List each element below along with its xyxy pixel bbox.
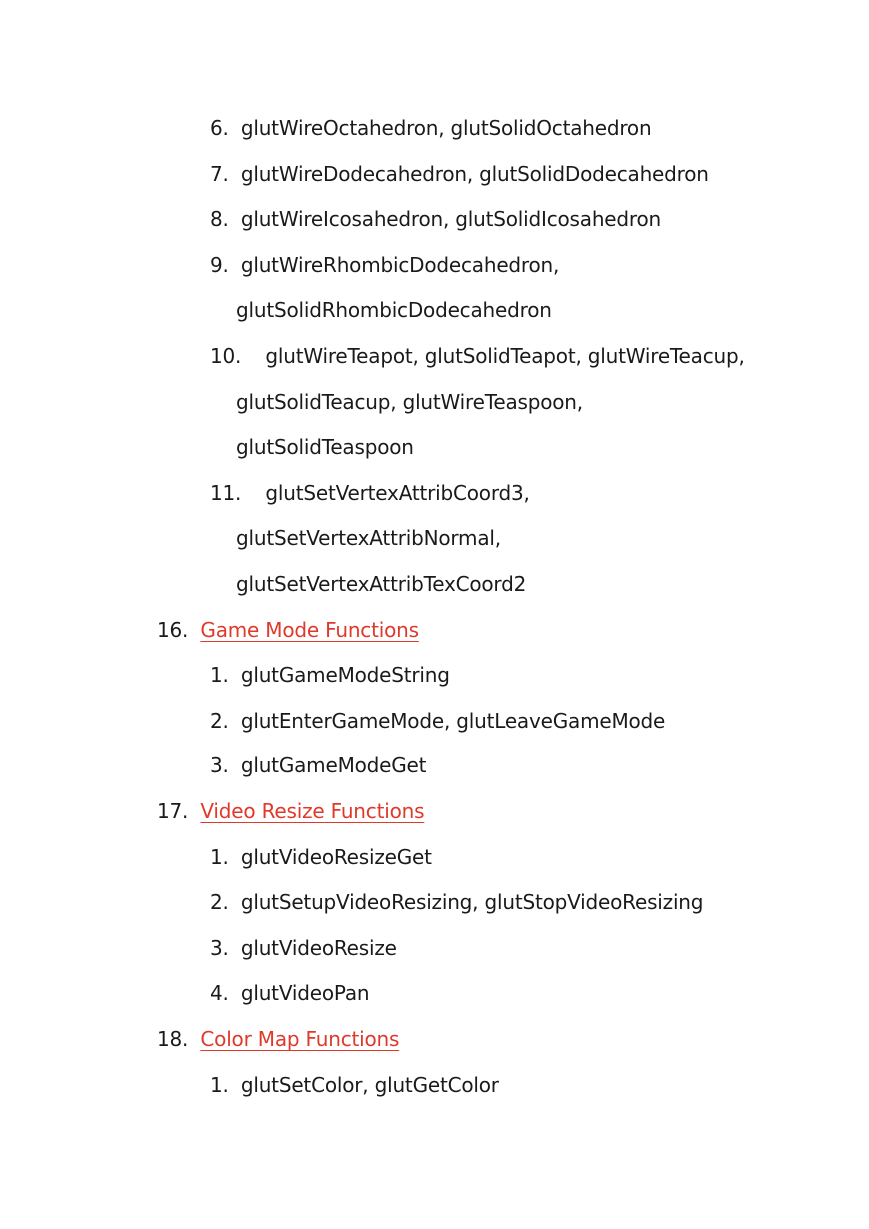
list-item <box>210 162 709 186</box>
list-item-continuation <box>236 572 526 596</box>
item-text: glutWireOctahedron, glutSolidOctahedron <box>240 116 652 140</box>
item-number: 1. <box>210 845 229 869</box>
item-text: glutSetVertexAttribTexCoord2 <box>236 572 527 596</box>
item-text: glutWireIcosahedron, glutSolidIcosahedron <box>240 207 661 231</box>
item-number: 6. <box>210 116 229 140</box>
item-number: 2. <box>210 890 229 914</box>
video-resize-functions-link[interactable]: Video Resize Functions <box>200 799 425 823</box>
section-number: 16. <box>157 618 189 642</box>
list-item <box>210 663 450 687</box>
item-text: glutSolidRhombicDodecahedron <box>236 298 552 322</box>
item-text: glutWireDodecahedron, glutSolidDodecahedron <box>240 162 709 186</box>
item-text: glutSolidTeaspoon <box>236 435 414 459</box>
game-mode-functions-link[interactable]: Game Mode Functions <box>200 618 419 642</box>
item-number: 10. <box>210 344 242 368</box>
list-item <box>210 207 661 231</box>
item-text: glutWireTeapot, glutSolidTeapot, glutWireTeacup, <box>265 344 745 368</box>
section-number: 18. <box>157 1027 189 1051</box>
list-item <box>210 936 397 960</box>
list-item <box>210 253 559 277</box>
list-item <box>210 344 745 368</box>
list-item-continuation <box>236 435 414 459</box>
section-item <box>157 799 424 823</box>
section-item <box>157 618 419 642</box>
item-text: glutSetVertexAttribCoord3, <box>265 481 530 505</box>
section-number: 17. <box>157 799 189 823</box>
list-item-continuation <box>236 390 583 414</box>
item-number: 1. <box>210 663 229 687</box>
item-text: glutGameModeGet <box>240 753 427 777</box>
item-number: 7. <box>210 162 229 186</box>
list-item <box>210 1073 499 1097</box>
item-number: 11. <box>210 481 242 505</box>
item-text: glutEnterGameMode, glutLeaveGameMode <box>240 709 666 733</box>
list-item <box>210 709 665 733</box>
item-text: glutSetColor, glutGetColor <box>240 1073 499 1097</box>
item-number: 1. <box>210 1073 229 1097</box>
list-item <box>210 116 651 140</box>
color-map-functions-link[interactable]: Color Map Functions <box>200 1027 400 1051</box>
list-item <box>210 845 432 869</box>
section-item <box>157 1027 399 1051</box>
item-text: glutSetVertexAttribNormal, <box>236 526 501 550</box>
item-text: glutWireRhombicDodecahedron, <box>240 253 560 277</box>
list-item <box>210 981 369 1005</box>
list-item <box>210 753 426 777</box>
list-item <box>210 481 530 505</box>
item-number: 9. <box>210 253 229 277</box>
list-item-continuation <box>236 298 552 322</box>
item-text: glutVideoResize <box>240 936 397 960</box>
item-text: glutSolidTeacup, glutWireTeaspoon, <box>236 390 583 414</box>
item-text: glutVideoPan <box>240 981 370 1005</box>
item-text: glutSetupVideoResizing, glutStopVideoResizing <box>240 890 704 914</box>
item-number: 3. <box>210 753 229 777</box>
item-number: 3. <box>210 936 229 960</box>
item-number: 8. <box>210 207 229 231</box>
item-text: glutVideoResizeGet <box>240 845 432 869</box>
item-number: 2. <box>210 709 229 733</box>
item-text: glutGameModeString <box>240 663 450 687</box>
item-number: 4. <box>210 981 229 1005</box>
list-item <box>210 890 703 914</box>
list-item-continuation <box>236 526 501 550</box>
